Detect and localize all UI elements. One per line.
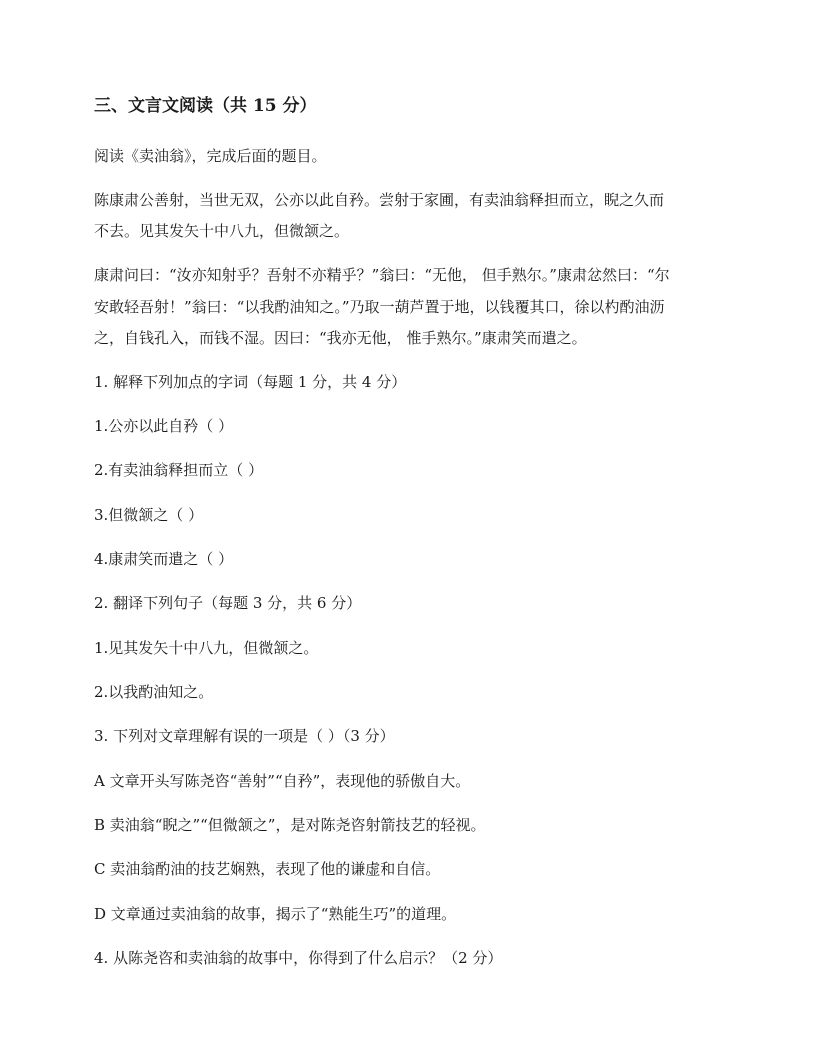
passage-line: 之，自钱孔入，而钱不湿。因曰：“我亦无他， 惟手熟尔。”康肃笑而遣之。 <box>94 329 587 347</box>
answer-option: D 文章通过卖油翁的故事，揭示了“熟能生巧”的道理。 <box>94 905 457 923</box>
question-item: 1.公亦以此自矜（ ） <box>94 417 234 435</box>
question-item: 4.康肃笑而遣之（ ） <box>94 550 234 568</box>
question-item: 2.以我酌油知之。 <box>94 683 214 701</box>
passage-line: 康肃问曰：“汝亦知射乎？吾射不亦精乎？”翁曰：“无他， 但手熟尔。”康肃忿然曰：“尔 <box>94 266 670 284</box>
question-prompt: 2. 翻译下列句子（每题 3 分，共 6 分） <box>94 594 362 612</box>
question-prompt: 4. 从陈尧咨和卖油翁的故事中，你得到了什么启示？（2 分） <box>94 949 503 967</box>
question-item: 1.见其发矢十中八九，但微颔之。 <box>94 639 319 657</box>
passage-line: 不去。见其发矢十中八九，但微颔之。 <box>94 222 350 240</box>
answer-option: B 卖油翁“睨之”“但微颔之”，是对陈尧咨射箭技艺的轻视。 <box>94 816 486 834</box>
passage-line: 安敢轻吾射！”翁曰：“以我酌油知之。”乃取一葫芦置于地，以钱覆其口，徐以杓酌油沥 <box>94 298 665 316</box>
passage-line: 陈康肃公善射，当世无双，公亦以此自矜。尝射于家圃，有卖油翁释担而立，睨之久而 <box>94 191 665 209</box>
answer-option: C 卖油翁酌油的技艺娴熟，表现了他的谦虚和自信。 <box>94 860 441 878</box>
question-prompt: 3. 下列对文章理解有误的一项是（ ）（3 分） <box>94 727 395 745</box>
question-item: 2.有卖油翁释担而立（ ） <box>94 461 264 479</box>
question-prompt: 1. 解释下列加点的字词（每题 1 分，共 4 分） <box>94 373 407 391</box>
reading-instruction: 阅读《卖油翁》，完成后面的题目。 <box>94 147 327 165</box>
answer-option: A 文章开头写陈尧咨“善射”“自矜”，表现他的骄傲自大。 <box>94 772 471 790</box>
question-item: 3.但微颔之（ ） <box>94 506 204 524</box>
section-heading: 三、文言文阅读（共 15 分） <box>94 96 317 116</box>
